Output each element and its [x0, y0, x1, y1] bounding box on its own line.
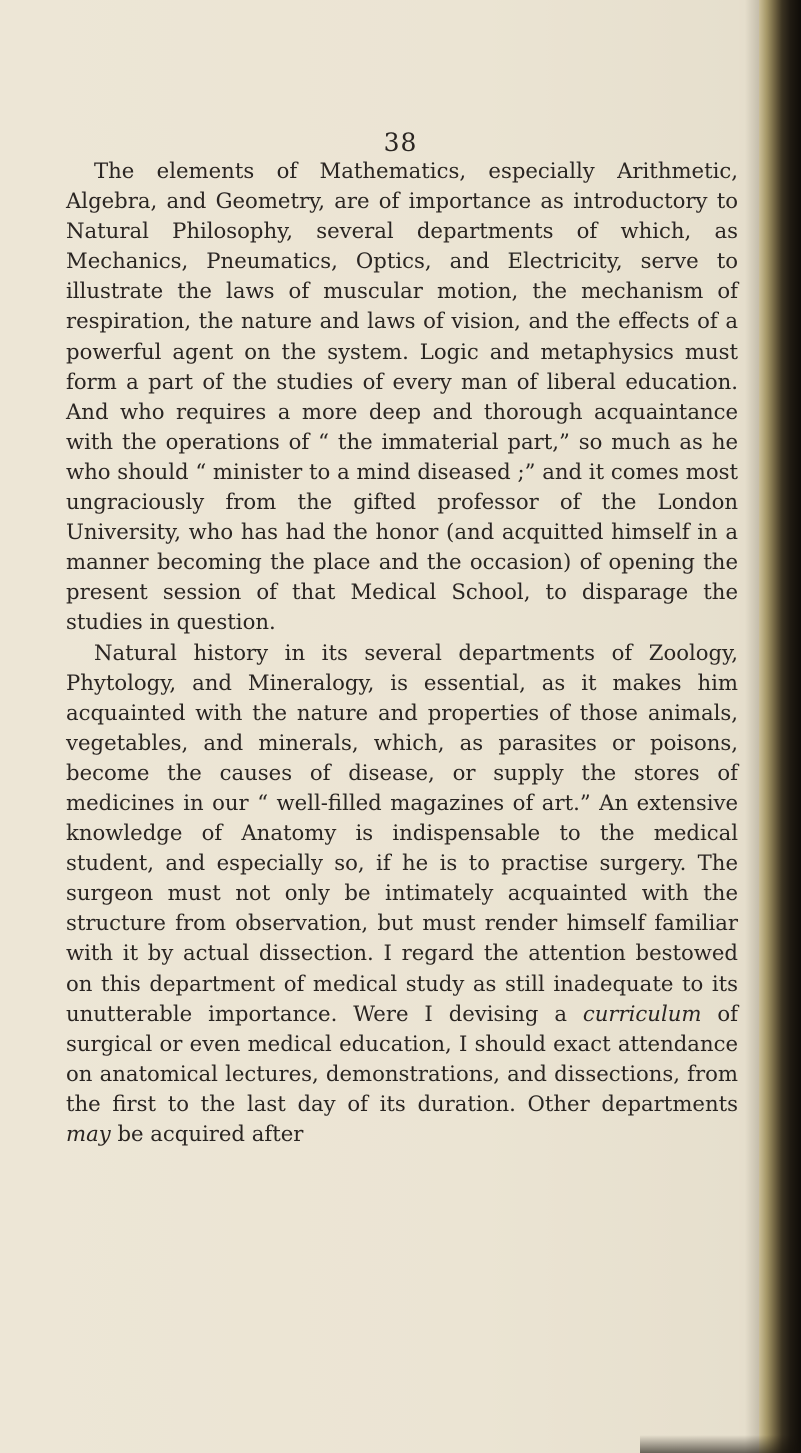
page-number: 38: [383, 128, 418, 157]
page-gutter-shadow: [745, 0, 759, 1453]
italic-curriculum: curriculum: [582, 1000, 702, 1026]
book-edge: [759, 0, 801, 1453]
italic-may: may: [66, 1121, 111, 1146]
page-bottom-shadow: [640, 1435, 801, 1453]
paragraph-1: [66, 156, 738, 638]
paragraph-2-text-middle: of surgical or even medical education, I should exact attendance on anatomical lectures, demonstrations, and dissections, from the first to the last day of its duration. Other departments: [66, 1000, 738, 1116]
paragraph-2-text-end: be acquired after: [110, 1121, 304, 1146]
paragraph-2-text-start: Natural history in its several departments of Zoology, Phytology, and Mineralogy, is essential, as it makes him acquainted with the nature and properties of those animals, vegetables, and minerals, which, as parasites or poisons, become the causes of disease, or supply the stores of medicines in our “ well-filled magazines of art.” An extensive knowledge of Anatomy is indispensable to the medical student, and especially so, if he is to practise surgery. The surgeon must not only be intimately acquainted with the structure from observation, but must render himself familiar with it by actual dissection. I regard the attention bestowed on this department of medical study as still inadequate to its unutterable importance. Were I devising a: [66, 639, 738, 1026]
body-text: [66, 156, 738, 1149]
paragraph-2: [66, 638, 738, 1150]
paragraph-1-text: The elements of Mathematics, especially Arithmetic, Algebra, and Geometry, are of importance as introductory to Natural Philosophy, several departments of which, as Mechanics, Pneumatics, Optics, and Electricity, serve to illustrate the laws of muscular motion, the mechanism of respiration, the nature and laws of vision, and the effects of a powerful agent on the system. Logic and metaphysics must form a part of the studies of every man of liberal education. And who requires a more deep and thorough acquaintance with the operations of “ the immaterial part,” so much as he who should “ minister to a mind diseased ;” and it comes most ungraciously from the gifted professor of the London University, who has had the honor (and acquitted himself in a manner becoming the place and the occasion) of opening the present session of that Medical School, to disparage the studies in question.: [66, 158, 738, 635]
